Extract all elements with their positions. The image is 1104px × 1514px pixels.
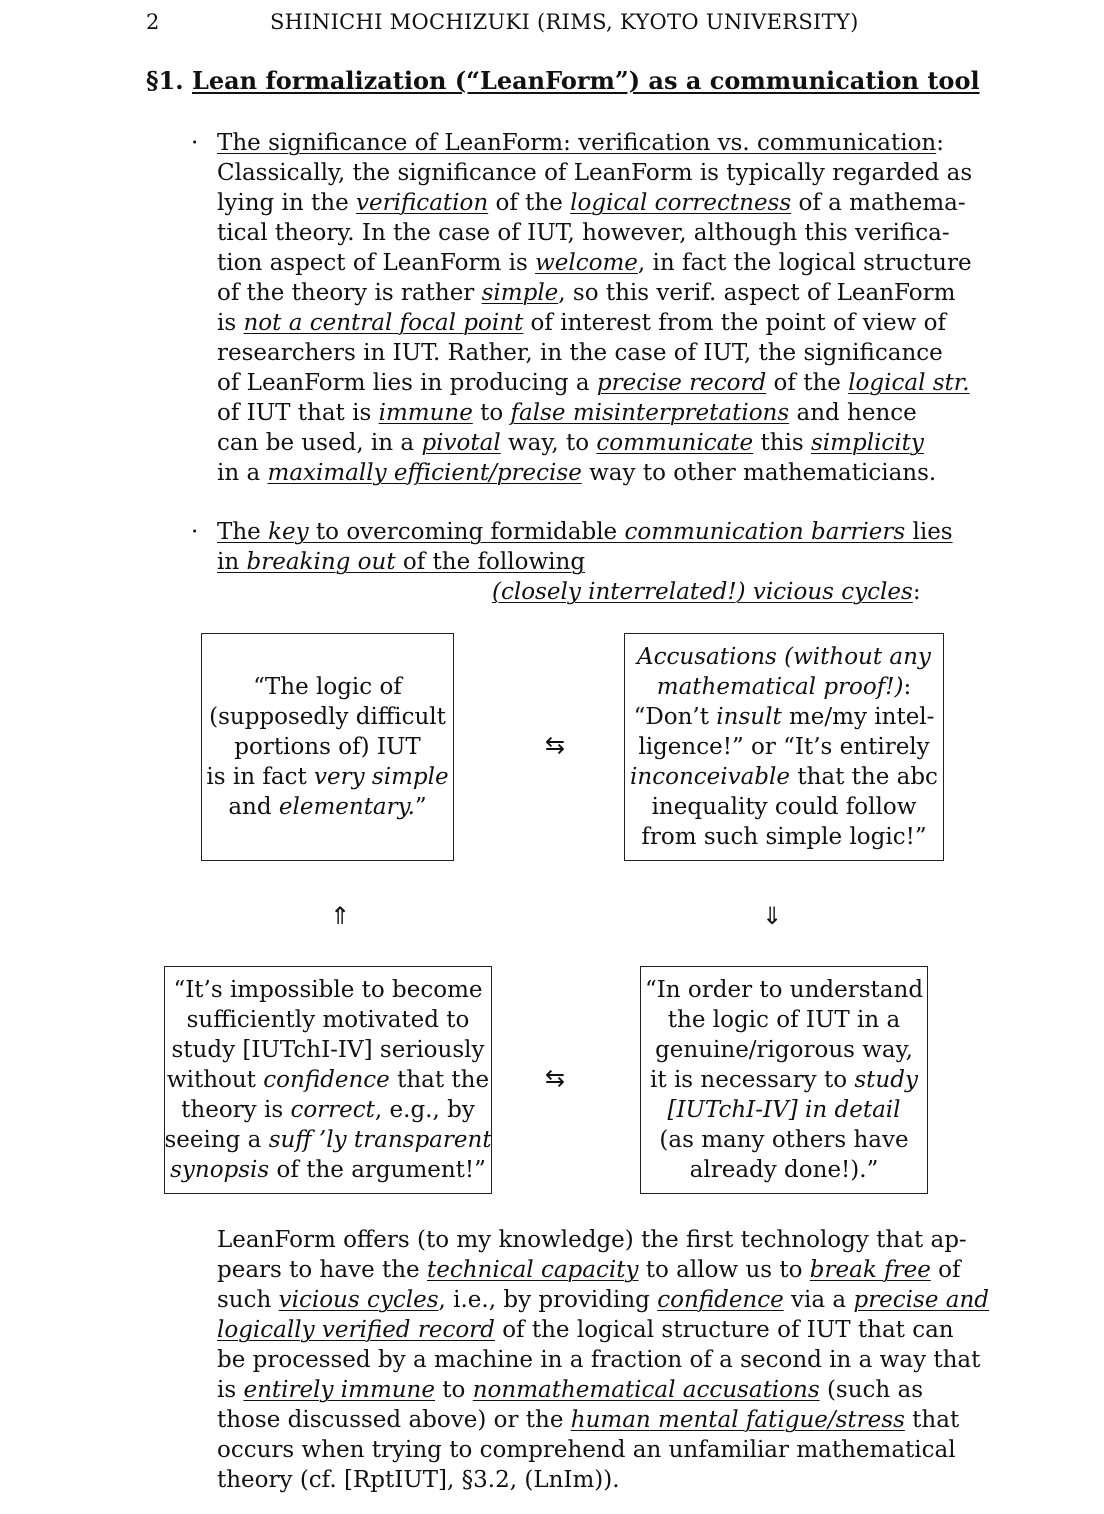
text-run: theory (cf. [RptIUT], §3.2, (LnIm)). [217, 1467, 620, 1493]
text-line [217, 1465, 917, 1495]
text-run: , e.g., by [374, 1097, 475, 1123]
text-run: in [217, 549, 247, 575]
text-run: confidence [263, 1067, 390, 1093]
text-line [217, 517, 953, 547]
text-run: without [166, 1067, 264, 1093]
text-line [645, 1005, 923, 1035]
text-line [645, 1095, 923, 1125]
box-logic-simple-text [206, 672, 448, 822]
bullet-heading-colon: : [936, 130, 944, 156]
text-run: of the argument!” [269, 1157, 486, 1183]
underlined-run [570, 190, 791, 216]
text-run: of the [766, 370, 849, 396]
bullet-significance-body [217, 158, 973, 488]
text-line [645, 1065, 923, 1095]
text-run: human mental fatigue/stress [570, 1407, 905, 1433]
text-run: correct [290, 1097, 375, 1123]
underlined-run [492, 579, 913, 605]
box-accusations [624, 633, 944, 861]
underlined-run [246, 549, 395, 575]
text-run: very simple [314, 764, 449, 790]
underlined-run [624, 519, 905, 545]
text-run: from such simple logic!” [641, 824, 927, 850]
text-run: study [854, 1067, 918, 1093]
text-run: “The logic of [253, 674, 402, 700]
text-line [645, 975, 923, 1005]
text-run: of the logical structure of IUT that can [494, 1317, 954, 1343]
text-line [630, 732, 938, 762]
text-run: and hence [789, 400, 917, 426]
underlined-run [482, 280, 559, 306]
bullet-heading [217, 128, 944, 158]
text-run: inconceivable [630, 764, 791, 790]
text-line [217, 308, 946, 338]
text-line [217, 1405, 960, 1435]
text-line [217, 1315, 954, 1345]
text-line [206, 672, 448, 702]
bidirectional-arrow-icon: ⇆ [545, 731, 566, 759]
bullet-marker: · [191, 519, 199, 545]
text-run: in a [217, 460, 268, 486]
box-logic-simple [201, 633, 454, 861]
text-run: : [903, 674, 912, 700]
text-run: it is necessary to [650, 1067, 855, 1093]
bullet-key [191, 517, 953, 577]
text-run: (such as [819, 1377, 924, 1403]
text-run: portions of) IUT [234, 734, 421, 760]
text-line [164, 1125, 491, 1155]
text-run: immune [378, 400, 473, 426]
underlined-run [657, 1287, 784, 1313]
text-run: of the theory is rather [217, 280, 482, 306]
text-line [217, 368, 970, 398]
text-run: me/my intel- [781, 704, 935, 730]
running-head: SHINICHI MOCHIZUKI (RIMS, KYOTO UNIVERSITY) [270, 10, 859, 34]
underlined-run [309, 519, 625, 545]
text-run: nonmathematical accusations [472, 1377, 820, 1403]
text-line [217, 338, 943, 368]
text-run: is in fact [206, 764, 315, 790]
text-run: lies [905, 519, 953, 545]
text-line [630, 762, 938, 792]
underlined-run [848, 370, 969, 396]
text-run: simple [481, 280, 559, 306]
text-run: way to other mathematicians. [581, 460, 937, 486]
text-run: the logic of IUT in a [667, 1007, 901, 1033]
text-run: seeing a [164, 1127, 269, 1153]
text-line [630, 702, 938, 732]
text-line [217, 1435, 956, 1465]
underlined-run [356, 190, 488, 216]
text-run: : [912, 579, 921, 605]
underlined-run [535, 250, 638, 276]
text-run: can be used, in a [217, 430, 422, 456]
bidirectional-arrow-icon: ⇆ [545, 1064, 566, 1092]
text-run: lying in the [217, 190, 357, 216]
bullet-marker: · [191, 130, 199, 156]
text-run: not a central focal point [243, 310, 524, 336]
text-run: maximally efficient/precise [267, 460, 582, 486]
text-line [217, 218, 950, 248]
text-run: [IUTchI-IV] in detail [667, 1097, 901, 1123]
page-number: 2 [146, 10, 160, 34]
text-line [217, 1225, 967, 1255]
text-run: that the [389, 1067, 490, 1093]
text-run: The [217, 519, 269, 545]
text-run: precise record [596, 370, 767, 396]
text-run: ligence!” or “It’s entirely [638, 734, 930, 760]
underlined-run [243, 310, 523, 336]
text-run: , so this verif. aspect of LeanForm [558, 280, 956, 306]
text-run: (closely interrelated!) vicious cycles [492, 579, 913, 605]
text-run: tion aspect of LeanForm is [217, 250, 536, 276]
text-line [645, 1035, 923, 1065]
text-line [217, 188, 966, 218]
text-run: key [268, 519, 309, 545]
text-run: be processed by a machine in a fraction of a second in a way that [217, 1347, 981, 1373]
up-double-arrow-icon: ⇑ [330, 902, 351, 930]
text-run: already done!).” [689, 1157, 879, 1183]
underlined-run [396, 549, 585, 575]
down-double-arrow-icon: ⇓ [762, 902, 783, 930]
text-run: to [472, 400, 511, 426]
text-line [217, 248, 972, 278]
text-run: Classically, the significance of LeanForm is typically regarded as [217, 160, 973, 186]
text-run: (supposedly difficult [209, 704, 446, 730]
underlined-run [596, 430, 753, 456]
section-number: §1. [146, 66, 184, 95]
text-run: confidence [657, 1287, 784, 1313]
underlined-run [217, 1317, 495, 1343]
text-line [645, 1125, 923, 1155]
underlined-run [421, 430, 500, 456]
text-run: way, to [500, 430, 597, 456]
text-run: elementary. [278, 794, 415, 820]
box-study-detail-text [645, 975, 923, 1185]
underlined-run [905, 519, 952, 545]
box-motivation [164, 966, 492, 1194]
text-run: to allow us to [638, 1257, 810, 1283]
text-run: of [930, 1257, 961, 1283]
text-run: to overcoming formidable [308, 519, 625, 545]
text-run: “Don’t [633, 704, 717, 730]
text-run: pivotal [421, 430, 501, 456]
underlined-run [279, 1287, 439, 1313]
underlined-run [243, 1377, 435, 1403]
conclusion-paragraph [217, 1225, 990, 1495]
text-run: entirely immune [243, 1377, 435, 1403]
text-run: suff ’ly transparent [268, 1127, 492, 1153]
section-title-text: Lean formalization (“LeanForm”) as a communication tool [191, 66, 980, 95]
text-line [217, 458, 937, 488]
underlined-run [217, 549, 246, 575]
underlined-run [511, 400, 790, 426]
text-line [217, 1375, 924, 1405]
text-line [217, 428, 924, 458]
vicious-cycles-text [492, 577, 921, 607]
text-run: “In order to understand [644, 977, 924, 1003]
text-run: logical correctness [570, 190, 792, 216]
text-run: occurs when trying to comprehend an unfamiliar mathematical [217, 1437, 956, 1463]
text-run: , in fact the logical structure [637, 250, 972, 276]
text-line [164, 1035, 491, 1065]
text-run: study [IUTchI-IV] seriously [171, 1037, 485, 1063]
text-run: logically verified record [217, 1317, 495, 1343]
text-run: of the following [395, 549, 586, 575]
text-run: to [435, 1377, 473, 1403]
underlined-run [268, 519, 309, 545]
underlined-run [597, 370, 766, 396]
text-run: is [217, 310, 244, 336]
underlined-run [811, 430, 924, 456]
text-run: inequality could follow [651, 794, 917, 820]
text-run: theory is [181, 1097, 291, 1123]
vicious-cycles-line [492, 577, 921, 607]
box-study-detail [640, 966, 928, 1194]
text-run: of interest from the point of view of [523, 310, 946, 336]
text-run: break free [809, 1257, 931, 1283]
text-run: that the abc [790, 764, 938, 790]
text-run: of a mathema- [791, 190, 966, 216]
underlined-run [427, 1257, 638, 1283]
text-line [206, 702, 448, 732]
underlined-run [473, 1377, 820, 1403]
text-line [164, 1005, 491, 1035]
bullet-key-body [217, 517, 953, 577]
underlined-run [217, 519, 268, 545]
text-run: of the [488, 190, 571, 216]
text-line [164, 1155, 491, 1185]
text-line [164, 1065, 491, 1095]
underlined-run [853, 1287, 989, 1313]
text-run: logical str. [848, 370, 970, 396]
text-run: pears to have the [217, 1257, 427, 1283]
text-run: that [904, 1407, 960, 1433]
text-line [217, 398, 917, 428]
text-run: vicious cycles [278, 1287, 439, 1313]
text-run: communicate [596, 430, 754, 456]
text-line [217, 547, 917, 577]
text-run: mathematical proof!) [656, 674, 904, 700]
text-line [164, 975, 491, 1005]
box-motivation-text [164, 975, 491, 1185]
text-run: precise and [853, 1287, 990, 1313]
text-run: technical capacity [426, 1257, 639, 1283]
text-line [206, 762, 448, 792]
text-run: welcome [535, 250, 638, 276]
text-run: , i.e., by providing [438, 1287, 658, 1313]
text-run: synopsis [170, 1157, 270, 1183]
text-line [164, 1095, 491, 1125]
box-accusations-text [630, 642, 938, 852]
text-line [630, 792, 938, 822]
section-title [146, 66, 980, 95]
text-run: false misinterpretations [510, 400, 790, 426]
text-line [630, 672, 938, 702]
text-run: breaking out [246, 549, 396, 575]
text-run: simplicity [811, 430, 924, 456]
underlined-run [268, 460, 582, 486]
text-line [217, 158, 973, 188]
text-line [206, 792, 448, 822]
text-run: this [753, 430, 811, 456]
text-run: ” [414, 794, 427, 820]
bullet-significance [191, 128, 973, 488]
underlined-run [379, 400, 473, 426]
text-line [630, 642, 938, 672]
text-run: those discussed above) or the [217, 1407, 571, 1433]
text-run: (as many others have [659, 1127, 909, 1153]
text-line [217, 1285, 990, 1315]
text-run: researchers in IUT. Rather, in the case of IUT, the significance [217, 340, 943, 366]
underlined-run [571, 1407, 905, 1433]
text-line [492, 577, 921, 607]
text-line [217, 278, 956, 308]
text-run: is [217, 1377, 244, 1403]
conclusion-text [217, 1225, 990, 1495]
text-run: communication barriers [624, 519, 906, 545]
text-run: such [217, 1287, 279, 1313]
text-line [645, 1155, 923, 1185]
text-run: via a [783, 1287, 854, 1313]
text-line [630, 822, 938, 852]
text-line [217, 1345, 981, 1375]
text-run: and [228, 794, 279, 820]
text-run: sufficiently motivated to [186, 1007, 470, 1033]
text-line [217, 1255, 961, 1285]
text-run: verification [356, 190, 489, 216]
text-run: of IUT that is [217, 400, 379, 426]
text-line [206, 732, 448, 762]
text-run: insult [716, 704, 782, 730]
text-run: “It’s impossible to become [173, 977, 483, 1003]
text-run: Accusations (without any [637, 644, 931, 670]
text-run: tical theory. In the case of IUT, however, although this verifica- [217, 220, 950, 246]
text-run: genuine/rigorous way, [655, 1037, 913, 1063]
text-run: LeanForm offers (to my knowledge) the first technology that ap- [217, 1227, 967, 1253]
bullet-heading-text: The significance of LeanForm: verification vs. communication [217, 130, 937, 156]
underlined-run [810, 1257, 931, 1283]
text-run: of LeanForm lies in producing a [217, 370, 597, 396]
